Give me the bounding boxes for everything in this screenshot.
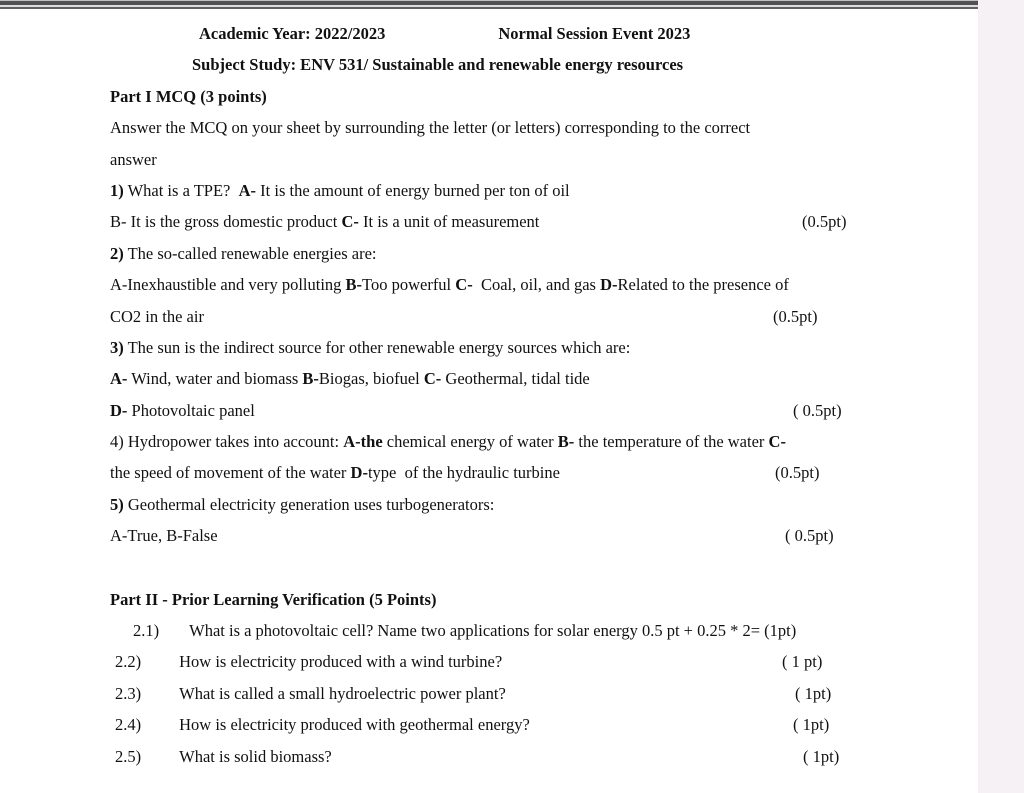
q2-line3	[110, 301, 978, 332]
page-right-margin-strip	[978, 0, 1024, 793]
line-segment: It is a unit of measurement	[358, 212, 540, 232]
line-segment: Wind, water and biomass	[127, 369, 303, 389]
window-top-edge-bar	[0, 0, 978, 10]
points-label: ( 0.5pt)	[785, 526, 834, 546]
line-segment: 2.3)	[115, 683, 142, 703]
line-segment: A-Inexhaustible and very polluting	[110, 275, 346, 295]
line-segment: CO2 in the air	[110, 306, 204, 326]
q2-2	[110, 646, 978, 677]
line-segment: chemical energy of water	[382, 432, 558, 452]
line-segment: Related to the presence of	[617, 275, 789, 295]
points-label: (0.5pt)	[773, 306, 818, 326]
line-segment: C-	[423, 369, 442, 389]
exam-text-body	[110, 18, 978, 772]
line-segment: D-	[600, 275, 618, 295]
line-segment: the temperature of the water	[574, 432, 769, 452]
q3-line1	[110, 332, 978, 363]
header-subject	[110, 49, 978, 80]
line-segment: B-	[302, 369, 319, 389]
q2-5	[110, 741, 978, 772]
part1-heading	[110, 81, 978, 112]
line-segment: What is a photovoltaic cell? Name two applications for solar energy 0.5 pt + 0.25 * 2= (1pt)	[189, 621, 797, 641]
points-label: (0.5pt)	[802, 212, 847, 232]
line-segment: 2)	[110, 243, 124, 263]
line-segment: 2.5)	[115, 746, 142, 766]
line-segment: Too powerful	[362, 275, 456, 295]
line-segment: Academic Year: 2022/2023	[199, 24, 386, 43]
line-segment: A-	[110, 369, 128, 389]
line-segment: A-the	[343, 432, 383, 452]
line-segment: 4) Hydropower takes into account:	[110, 432, 344, 452]
line-segment: C-	[768, 432, 786, 452]
line-segment: 2.4)	[115, 715, 142, 735]
instructions-line1	[110, 112, 978, 143]
line-segment: C-	[455, 275, 473, 295]
line-segment: type of the hydraulic turbine	[367, 463, 560, 483]
line-segment: answer	[110, 149, 157, 169]
points-label: (0.5pt)	[775, 463, 820, 483]
instructions-line2	[110, 144, 978, 175]
line-segment: What is a TPE?	[123, 180, 239, 200]
q1-line1	[110, 175, 978, 206]
line-segment: the speed of movement of the water	[110, 463, 351, 483]
q2-line1	[110, 238, 978, 269]
line-segment: What is called a small hydroelectric power plant?	[179, 683, 506, 703]
line-segment: D-	[350, 463, 368, 483]
points-label: ( 1pt)	[793, 715, 830, 735]
q5-line2	[110, 520, 978, 551]
points-label: ( 1pt)	[795, 683, 832, 703]
line-segment: Subject Study: ENV 531/ Sustainable and renewable energy resources	[192, 55, 684, 75]
q4-line2	[110, 457, 978, 488]
line-segment: The sun is the indirect source for other renewable energy sources which are:	[123, 337, 631, 357]
line-segment: A-True, B-False	[110, 526, 218, 546]
line-segment: 2.2)	[115, 652, 142, 672]
line-segment: What is solid biomass?	[179, 746, 332, 766]
top-bar-shadow-line	[0, 7, 978, 9]
line-segment: C-	[341, 212, 359, 232]
line-segment: How is electricity produced with a wind turbine?	[179, 652, 503, 672]
line-segment: Part I MCQ (3 points)	[110, 86, 267, 106]
q1-line2	[110, 206, 978, 237]
line-segment: 1)	[110, 180, 124, 200]
q3-line3	[110, 395, 978, 426]
line-segment: Photovoltaic panel	[127, 400, 255, 420]
line-segment: B-	[345, 275, 363, 295]
line-segment: 5)	[110, 494, 124, 514]
points-label: ( 1pt)	[803, 746, 840, 766]
line-segment: B- It is the gross domestic product	[110, 212, 342, 232]
line-segment: 2.1)	[133, 621, 160, 641]
line-segment: Geothermal, tidal tide	[441, 369, 590, 389]
points-label: ( 0.5pt)	[793, 400, 842, 420]
line-segment: How is electricity produced with geothermal energy?	[179, 715, 530, 735]
q2-line2	[110, 269, 978, 300]
header-row	[110, 18, 978, 49]
q2-4	[110, 709, 978, 740]
line-segment: Part II - Prior Learning Verification (5 Points)	[110, 589, 437, 609]
line-segment: A-	[238, 180, 257, 200]
line-segment: B-	[557, 432, 575, 452]
line-segment: Coal, oil, and gas	[472, 275, 601, 295]
line-segment: The so-called renewable energies are:	[123, 243, 377, 263]
q2-1	[110, 615, 978, 646]
line-segment: Normal Session Event 2023	[498, 24, 691, 43]
line-segment: Biogas, biofuel	[318, 369, 424, 389]
points-label: ( 1 pt)	[782, 652, 823, 672]
line-segment: Answer the MCQ on your sheet by surrounding the letter (or letters) corresponding to the correct	[110, 118, 751, 138]
line-segment: 3)	[110, 337, 124, 357]
q3-line2	[110, 363, 978, 394]
q5-line1	[110, 489, 978, 520]
line-segment: It is the amount of energy burned per ton of oil	[256, 180, 570, 200]
q4-line1	[110, 426, 978, 457]
q2-3	[110, 678, 978, 709]
part2-heading	[110, 584, 978, 615]
line-segment: D-	[110, 400, 128, 420]
line-segment: Geothermal electricity generation uses turbogenerators:	[123, 494, 495, 514]
